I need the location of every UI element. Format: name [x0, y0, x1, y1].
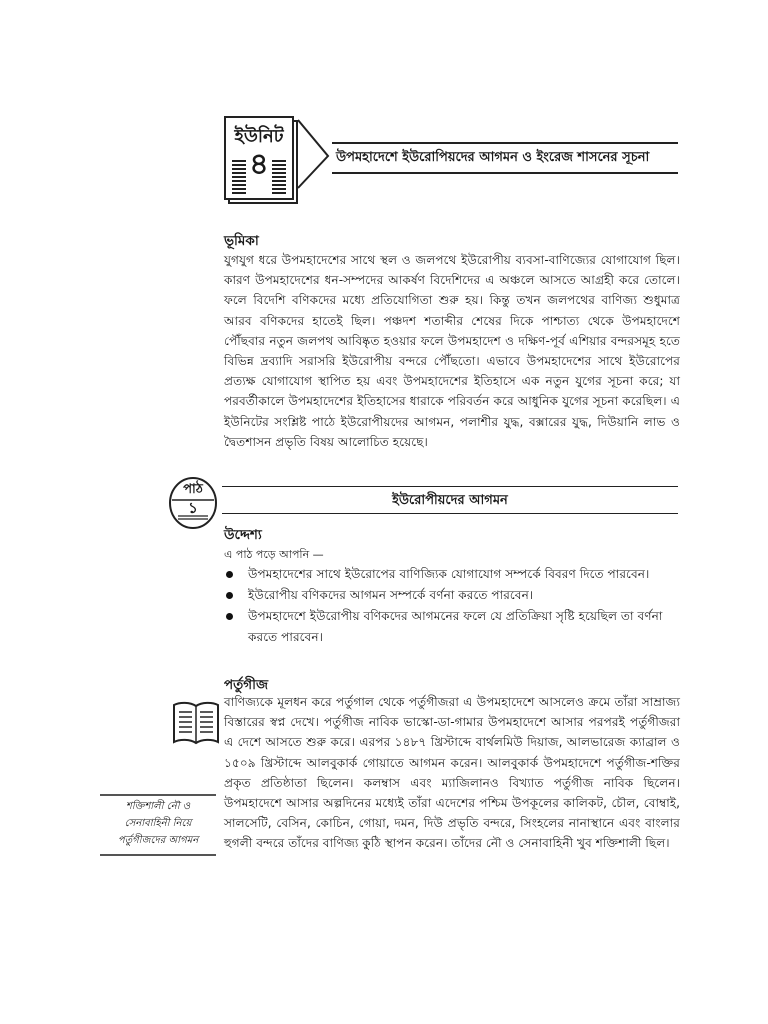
unit-badge	[224, 116, 294, 200]
objective-text: ইউরোপীয় বণিকদের আগমন সম্পর্কে বর্ণনা করতে পারবেন।	[248, 588, 534, 602]
unit-title: উপমহাদেশে ইউরোপিয়দের আগমন ও ইংরেজ শাসনের সূচনা	[336, 150, 650, 165]
margin-note-line: শক্তিশালী নৌ ও	[125, 801, 191, 812]
list-item	[224, 585, 680, 606]
chevron-arrow-icon	[296, 118, 332, 190]
unit-title-bar	[332, 142, 678, 174]
intro-heading: ভূমিকা	[224, 233, 259, 249]
objectives-lead: এ পাঠ পড়ে আপনি —	[224, 548, 324, 561]
bullet-icon	[226, 592, 233, 599]
objectives-list	[224, 564, 680, 648]
portuguese-heading: পর্তুগীজ	[224, 677, 269, 693]
objective-text: উপমহাদেশে ইউরোপীয় বণিকদের আগমনের ফলে যে প্রতিক্রিয়া সৃষ্টি হয়েছিল তা বর্ণনা করতে পারবেন।	[248, 609, 663, 644]
lesson-badge-label: পাঠ	[183, 482, 203, 497]
lesson-title-bar	[222, 486, 678, 514]
intro-paragraph: যুগযুগ ধরে উপমহাদেশের সাথে স্থল ও জলপথে ইউরোপীয় ব্যবসা-বাণিজ্যের যোগাযোগ ছিল। কারণ উপমহাদেশের ধন-সম্পদের আকর্ষণ বিদেশিদের এ অঞ্চলে আসতে আগ্রহী করে তোলে। ফলে বিদেশি বণিকদের মধ্যে প্রতিযোগিতা শুরু হয়। কিন্তু তখন জলপথের বাণিজ্য শুধুমাত্র আরব বণিকদের হাতেই ছিল। পঞ্চদশ শতাব্দীর শেষের দিকে পাশ্চাত্য থেকে উপমহাদেশে পৌঁছবার নতুন জলপথ আবিষ্কৃত হওয়ার ফলে উপমহাদেশ ও দক্ষিণ-পূর্ব এশিয়ার বন্দরসমূহ হতে বিভিন্ন দ্রব্যাদি সরাসরি ইউরোপীয় বন্দরে পৌঁছতো। এভাবে উপমহাদেশের সাথে ইউরোপের প্রত্যক্ষ যোগাযোগ স্থাপিত হয় এবং উপমহাদেশের ইতিহাসে এক নতুন যুগের সূচনা করে; যা পরবর্তীকালে উপমহাদেশের ইতিহাসের ধারাকে পরিবর্তন করে আধুনিক যুগের সূচনা করেছিল। এ ইউনিটের সংশ্লিষ্ট পাঠে ইউরোপীয়দের আগমন, পলাশীর যুদ্ধ, বক্সারের যুদ্ধ, দিউয়ানি লাভ ও দ্বৈতশাসন প্রভৃতি বিষয় আলোচিত হয়েছে।	[224, 253, 680, 449]
unit-stripes-right	[272, 160, 286, 194]
list-item	[224, 606, 680, 648]
bullet-icon	[226, 571, 233, 578]
margin-note-line: পর্তুগীজদের আগমন	[117, 835, 199, 846]
margin-note-line: সেনাবাহিনী নিয়ে	[124, 818, 192, 829]
unit-number: ৪	[249, 147, 269, 182]
lesson-title: ইউরোপীয়দের আগমন	[392, 493, 508, 508]
margin-note	[100, 794, 216, 856]
list-item	[224, 564, 680, 585]
objective-text: উপমহাদেশের সাথে ইউরোপের বাণিজ্যিক যোগাযোগ সম্পর্কে বিবরণ দিতে পারবেন।	[248, 567, 650, 581]
unit-label: ইউনিট	[234, 126, 284, 147]
open-book-icon	[172, 700, 220, 746]
portuguese-paragraph: বাণিজ্যকে মূলধন করে পর্তুগাল থেকে পর্তুগীজরা এ উপমহাদেশে আসলেও ক্রমে তাঁরা সাম্রাজ্য বিস্তারের স্বপ্ন দেখে। পর্তুগীজ নাবিক ভাস্কো-ডা-গামার উপমহাদেশে আসার পরপরই পর্তুগীজরা এ দেশে আসতে শুরু করে। এরপর ১৪৮৭ খ্রিস্টাব্দে বার্থলমিউ দিয়াজ, আলভারেজ ক্যাব্রাল ও ১৫০৯ খ্রিস্টাব্দে আলবুকার্ক গোয়াতে আগমন করেন। আলবুকার্ক উপমহাদেশে পর্তুগীজ-শক্তির প্রকৃত প্রতিষ্ঠাতা ছিলেন। কলম্বাস এবং ম্যাজিলানও বিখ্যাত পর্তুগীজ নাবিক ছিলেন। উপমহাদেশে আসার অল্পদিনের মধ্যেই তাঁরা এদেশের পশ্চিম উপকূলের কালিকট, চৌল, বোম্বাই, সালসেটি, বেসিন, কোচিন, গোয়া, দমন, দিউ প্রভৃতি বন্দরে, সিংহলের নানাস্থানে এবং বাংলার হুগলী বন্দরে তাঁদের বাণিজ্য কুঠি স্থাপন করেন। তাঁদের নৌ ও সেনাবাহিনী খুব শক্তিশালী ছিল।	[224, 695, 680, 851]
objectives-heading: উদ্দেশ্য	[224, 527, 262, 543]
lesson-badge-number: ১	[188, 499, 198, 517]
bullet-icon	[226, 613, 233, 620]
